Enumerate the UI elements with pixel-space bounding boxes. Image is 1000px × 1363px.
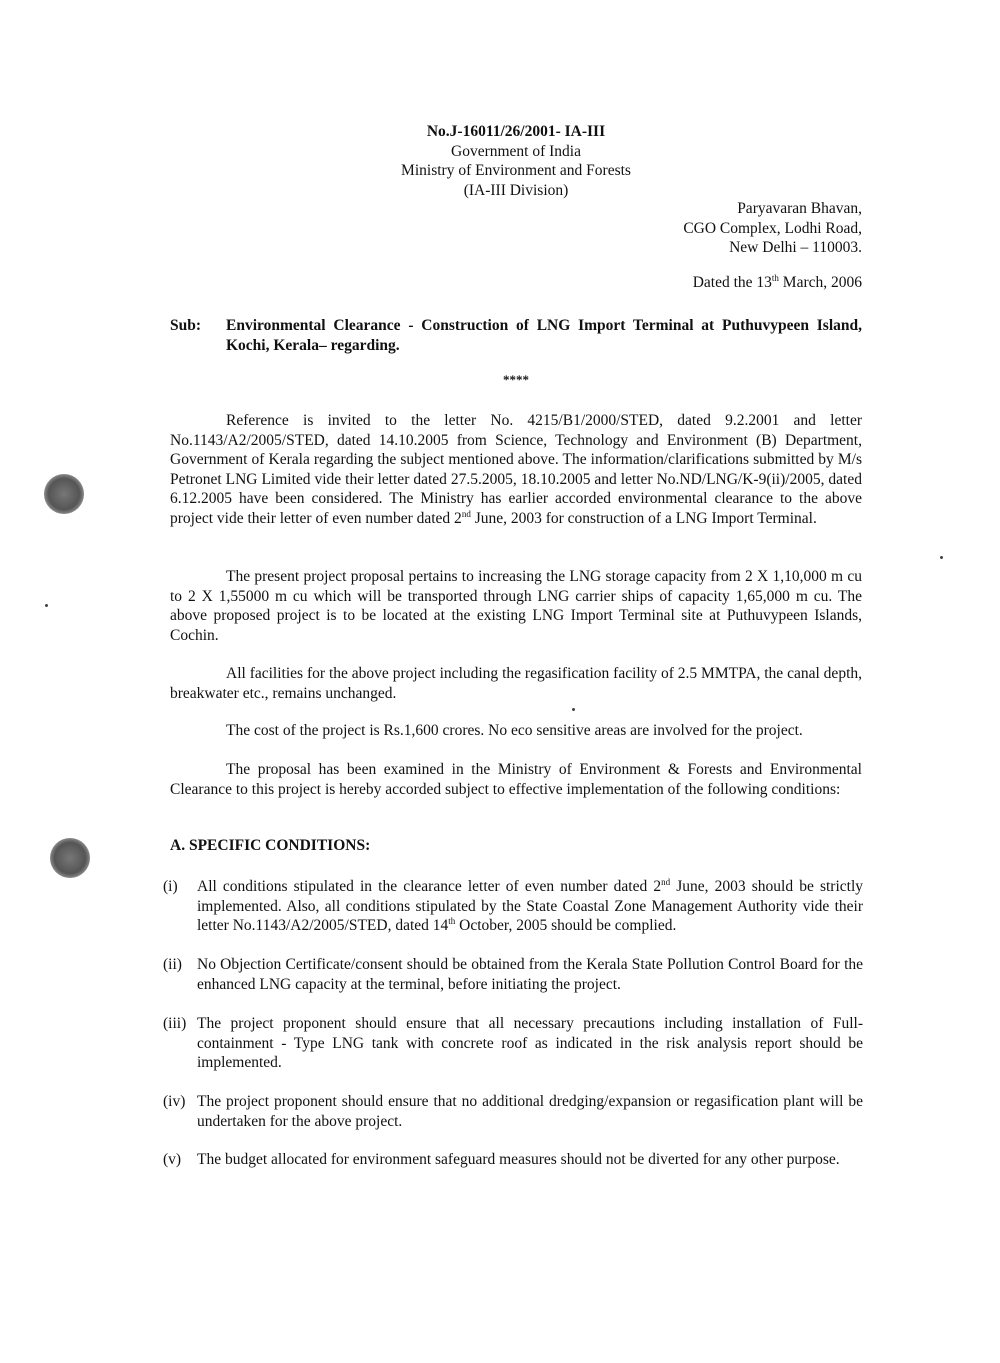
punch-hole-decoration bbox=[50, 838, 90, 878]
address-line: Paryavaran Bhavan, bbox=[737, 200, 862, 217]
paragraph-clearance: The proposal has been examined in the Ministry of Environment & Forests and Environmental Clearance to this project is hereby accorded subject to effective implementation of the following conditions: bbox=[170, 761, 862, 798]
subject-text: Environmental Clearance - Construction of LNG Import Terminal at Puthuvypeen Island, Kochi, Kerala– regarding. bbox=[226, 317, 862, 354]
date-month-year: March, 2006 bbox=[778, 274, 862, 291]
government-name: Government of India bbox=[451, 142, 581, 160]
division-name: (IA-III Division) bbox=[463, 181, 569, 199]
condition-number: (v) bbox=[163, 1151, 182, 1168]
condition-text bbox=[197, 877, 863, 936]
date-suffix-sup: th bbox=[771, 272, 779, 283]
condition-number: (iii) bbox=[163, 1015, 187, 1032]
condition-item bbox=[163, 1150, 863, 1170]
condition-item bbox=[163, 955, 863, 994]
paragraph-reference bbox=[170, 411, 862, 528]
condition-number: (i) bbox=[163, 878, 178, 895]
ordinal-sup: nd bbox=[461, 508, 471, 519]
office-address bbox=[683, 199, 862, 258]
paragraph-facilities: All facilities for the above project including the regasification facility of 2.5 MMTPA, the canal depth, breakwater etc., remains unchanged. bbox=[170, 665, 862, 702]
scan-speck-decoration bbox=[45, 604, 48, 607]
scan-speck-decoration bbox=[572, 708, 575, 711]
section-separator: **** bbox=[503, 372, 529, 387]
condition-text: The project proponent should ensure that no additional dredging/expansion or regasification plant will be undertaken for the above project. bbox=[197, 1093, 863, 1130]
address-line: New Delhi – 110003. bbox=[729, 239, 862, 256]
subject-label: Sub: bbox=[170, 317, 202, 334]
punch-hole-decoration bbox=[44, 474, 84, 514]
condition-item bbox=[163, 1014, 863, 1073]
paragraph-text: Reference is invited to the letter No. 4215/B1/2000/STED, dated 9.2.2001 and letter No.1143/A2/2005/STED, dated 14.10.2005 from Science, Technology and Environment (B) Department, Government of Kerala regarding the subject mentioned above. The information/clarifications submitted by M/s Petronet LNG Limited vide their letter dated 27.5.2005, 18.10.2005 and letter No.ND/LNG/K-9(ii)/2005, dated 6.12.2005 have been considered. The Ministry has earlier accorded environmental clearance to the above project vide their letter of even number dated 2 bbox=[170, 412, 862, 527]
scan-speck-decoration bbox=[940, 556, 943, 559]
condition-number: (ii) bbox=[163, 956, 182, 973]
condition-item bbox=[163, 1092, 863, 1131]
condition-text: No Objection Certificate/consent should be obtained from the Kerala State Pollution Control Board for the enhanced LNG capacity at the terminal, before initiating the project. bbox=[197, 956, 863, 993]
address-line: CGO Complex, Lodhi Road, bbox=[683, 219, 862, 237]
paragraph-proposal: The present project proposal pertains to increasing the LNG storage capacity from 2 X 1,10,000 m cu to 2 X 1,55000 m cu which will be transported through LNG carrier ships of capacity 1,65,000 m cu. The above proposed project is to be located at the existing LNG Import Terminal site at Puthuvypeen Islands, Cochin. bbox=[170, 568, 862, 644]
ordinal-sup: nd bbox=[661, 876, 671, 887]
condition-text: The project proponent should ensure that all necessary precautions including installation of Full-containment - Type LNG tank with concrete roof as indicated in the risk analysis report should be implemented. bbox=[197, 1015, 863, 1071]
section-heading-specific-conditions: A. SPECIFIC CONDITIONS: bbox=[170, 837, 371, 854]
condition-item bbox=[163, 877, 863, 936]
ordinal-sup: th bbox=[448, 915, 456, 926]
condition-text-part: All conditions stipulated in the clearance letter of even number dated 2 bbox=[197, 878, 662, 895]
reference-number: No.J-16011/26/2001- IA-III bbox=[426, 123, 606, 140]
condition-number: (iv) bbox=[163, 1093, 186, 1110]
condition-text-part: October, 2005 should be complied. bbox=[455, 917, 677, 934]
date-prefix: Dated the 13 bbox=[692, 274, 772, 291]
letter-date bbox=[693, 274, 862, 292]
condition-text: The budget allocated for environment safeguard measures should not be diverted for any other purpose. bbox=[197, 1151, 840, 1168]
letter-header bbox=[0, 122, 1000, 200]
condition-text-part: June, 2003 should be strictly implemented. Also, all conditions stipulated by the State Coastal Zone Management Authority vide their letter No.1143/A2/2005/STED, dated 14 bbox=[197, 878, 863, 934]
paragraph-cost: The cost of the project is Rs.1,600 crores. No eco sensitive areas are involved for the project. bbox=[226, 722, 803, 739]
paragraph-text: June, 2003 for construction of a LNG Import Terminal. bbox=[470, 509, 817, 527]
ministry-name: Ministry of Environment and Forests bbox=[401, 162, 631, 179]
subject-line bbox=[170, 316, 862, 355]
